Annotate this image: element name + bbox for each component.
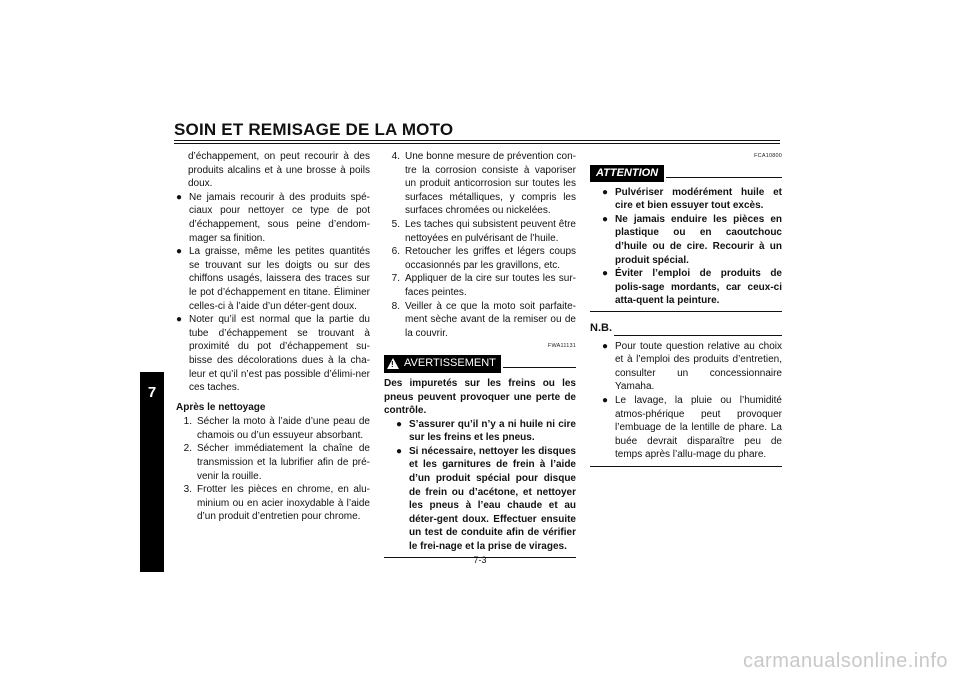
warning-code: FWA11131 <box>547 343 576 350</box>
column-1 <box>176 150 370 524</box>
list-item <box>176 245 370 313</box>
list-item <box>590 186 782 213</box>
column-3 <box>590 150 782 467</box>
step-item <box>384 272 576 299</box>
section-heading: Après le nettoyage <box>176 401 266 413</box>
step-item <box>384 300 576 341</box>
note-end-rule <box>590 466 782 467</box>
list-item <box>590 267 782 308</box>
step-item <box>176 483 370 524</box>
step-item <box>176 415 370 442</box>
list-item-text: Éviter l’emploi de produits de polis-sage mordants, car ceux-ci atta-quent la peinture. <box>615 268 782 307</box>
note-header-rule <box>614 327 782 336</box>
step-number: 2. <box>183 443 192 455</box>
list-item <box>590 213 782 267</box>
list-item <box>590 394 782 462</box>
watermark: carmanualsonline.info <box>742 650 948 672</box>
title-rule <box>174 140 780 141</box>
continued-paragraph: d’échappement, on peut recourir à des produits alcalins et à une brosse à poils doux. <box>188 151 370 190</box>
bullet-icon: ● <box>602 268 609 280</box>
caution-code: FCA10800 <box>754 153 782 159</box>
step-text: Sécher immédiatement la chaîne de transmission et la lubrifier afin de pré-venir la rouille. <box>197 443 370 482</box>
step-text: Frotter les pièces en chrome, en alu-minium ou en acier inoxydable à l’aide d’un produit d’entretien pour chrome. <box>197 484 370 523</box>
list-item <box>384 418 576 445</box>
step-text: Retoucher les griffes et légers coups occasionnés par les gravillons, etc. <box>405 246 576 271</box>
list-item <box>176 313 370 395</box>
caution-end-rule <box>590 311 782 312</box>
bullet-icon: ● <box>176 246 183 258</box>
bullet-icon: ● <box>396 418 403 430</box>
list-item <box>590 340 782 394</box>
column-2 <box>384 150 576 558</box>
step-number: 6. <box>391 246 400 258</box>
note-label: N.B. <box>590 321 612 334</box>
step-number: 3. <box>183 484 192 496</box>
step-number: 4. <box>391 151 400 162</box>
caution-header <box>590 165 782 182</box>
bullet-icon: ● <box>602 186 609 198</box>
step-text: Veiller à ce que la moto soit parfaite-ment sèche avant de la remiser ou de la couvrir. <box>405 300 576 339</box>
warning-badge <box>384 355 501 373</box>
step-text: Sécher la moto à l’aide d’une peau de chamois ou d’un essuyeur absorbant. <box>197 416 370 441</box>
page-number: 7-3 <box>473 555 487 565</box>
warning-label: AVERTISSEMENT <box>404 357 496 370</box>
bullet-icon: ● <box>602 340 609 352</box>
list-item-text: Le lavage, la pluie ou l’humidité atmos-phérique peut provoquer l’embuage de la lentille de phare. La buée devrait disparaître peu de temps après l’allu-mage du phare. <box>615 394 782 461</box>
step-number: 8. <box>391 300 400 312</box>
bullet-icon: ● <box>176 191 183 203</box>
step-text: Une bonne mesure de prévention con-tre la corrosion consiste à vaporiser un produit anticorrosion sur toutes les surfaces métalliques, y compris les surfaces chromées ou nickelées. <box>405 151 576 217</box>
step-number: 1. <box>183 416 192 428</box>
step-text: Les taches qui subsistent peuvent être nettoyées en pulvérisant de l’huile. <box>405 218 576 244</box>
step-item <box>384 245 576 272</box>
step-item <box>384 218 576 245</box>
step-number: 7. <box>391 273 400 285</box>
bullet-icon: ● <box>396 445 403 457</box>
list-item-text: Ne jamais enduire les pièces en plastique ou en caoutchouc d’huile ou de cire. Recourir à un produit spécial. <box>615 213 782 266</box>
warning-icon: ! <box>387 358 399 369</box>
list-item <box>384 445 576 554</box>
list-item-text: Si nécessaire, nettoyer les disques et les garnitures de frein à l’aide d’un produit spécial pour disque de frein ou d’acétone, et nettoyer les pneus à l’eau chaude et au déter-gent doux. Effectuer ensuite un test de conduite afin de vérifier le frei-nage et la prise de virages. <box>409 445 576 553</box>
warning-intro: Des impuretés sur les freins ou les pneus peuvent provoquer une perte de contrôle. <box>384 377 576 417</box>
warning-header-rule <box>503 359 576 368</box>
bullet-icon: ● <box>602 213 609 225</box>
chapter-tab <box>140 372 164 572</box>
step-number: 5. <box>391 218 400 230</box>
title-rule-thin <box>174 143 780 144</box>
list-item <box>176 191 370 245</box>
step-text: Appliquer de la cire sur toutes les sur-faces peintes. <box>405 273 576 298</box>
step-item <box>384 150 576 218</box>
caution-badge: ATTENTION <box>590 165 664 182</box>
note-header <box>590 322 782 336</box>
chapter-number: 7 <box>147 384 157 401</box>
list-item-text: Noter qu’il est normal que la partie du tube d’échappement se trouvant à proximité du pot d’échappement su-bisse des décolorations dues à la cha-leur et qu’il n’est pas possible d’élimi-ner ces taches. <box>189 314 370 394</box>
list-item-text: S’assurer qu’il n’y a ni huile ni cire sur les freins et les pneus. <box>409 418 576 444</box>
list-item-text: Pulvériser modérément huile et cire et bien essuyer tout excès. <box>615 186 782 212</box>
list-item-text: La graisse, même les petites quantités se trouvant sur les doigts ou sur des chiffons usagés, laissera des traces sur le pot d’échappement en titane. Éliminer celles-ci à l’aide d’un déter-gent doux. <box>189 246 370 312</box>
bullet-icon: ● <box>176 314 183 326</box>
step-item <box>176 442 370 483</box>
list-item-text: Ne jamais recourir à des produits spé-ciaux pour nettoyer ce type de pot d’échappement, sous peine d’endom-mager sa finition. <box>189 191 370 244</box>
list-item-text: Pour toute question relative au choix et à l’emploi des produits d’entretien, consulter un concessionnaire Yamaha. <box>615 340 782 393</box>
bullet-icon: ● <box>602 394 609 406</box>
caution-header-rule <box>666 169 782 178</box>
warning-header <box>384 355 576 373</box>
page-title: SOIN ET REMISAGE DE LA MOTO <box>174 120 454 139</box>
